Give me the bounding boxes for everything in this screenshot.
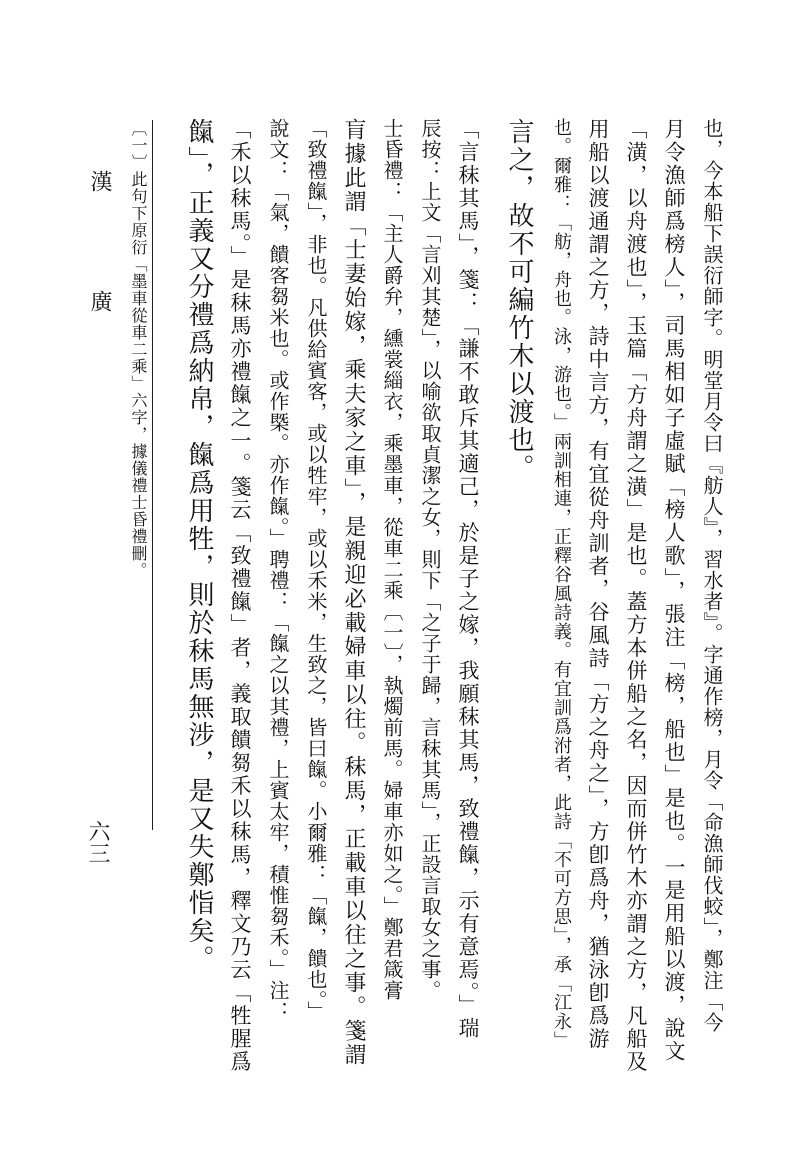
text-column-9: 士昏禮：「主人爵弁，纁裳緇衣，乘墨車，從車二乘〔一〕，執燭前馬。婦車亦如之。」鄭君箴膏 <box>380 118 404 1001</box>
page-number: 六三 <box>85 820 110 864</box>
footnote-separator <box>152 120 153 830</box>
running-header-char-1: 漢 <box>87 170 112 192</box>
text-column-14: 餼」，正義又分禮爲納帛，餼爲用牲，則於秣馬無涉，是又失鄭恉矣。 <box>184 118 214 973</box>
text-column-3: 「潢，以舟渡也」，玉篇「方舟謂之潢」是也。蓋方本併船之名，因而併竹木亦謂之方，凡船及 <box>624 118 648 1074</box>
text-column-11: 「致禮餼」，非也。凡供給賓客，或以牲牢，或以禾米，生致之，皆曰餼。小爾雅：「餼，饋也。」 <box>304 118 328 1022</box>
text-column-10: 肓據此謂「士妻始嫁，乘夫家之車」，是親迎必載婦車以往。秣馬，正載車以往之事。箋謂 <box>341 118 366 1067</box>
text-column-4: 用船以渡通謂之方，詩中言方，有宜從舟訓者，谷風詩「方之舟之」，方卽爲舟，猶泳卽爲游 <box>586 118 610 1051</box>
text-column-5: 也。爾雅：「舫，舟也。泳，游也。」兩訓相連，正釋谷風詩義。有宜訓爲泭者，此詩「不可方思」，承「江永」 <box>551 118 572 1050</box>
footnote: 〔一〕此句下原衍「墨車從車二乘」六字，據儀禮士昏禮刪。 <box>129 120 148 579</box>
text-column-12: 說文：「氣，饋客芻米也。或作槩。亦作餼。」聘禮：「餼之以其禮，上賓太牢，積惟芻禾。」注： <box>266 118 290 1022</box>
text-column-2: 月令漁師爲榜人」，司馬相如子虛賦「榜人歌」，張注「榜，船也」是也。一是用船以渡，說文 <box>662 118 686 1063</box>
text-column-7: 「言秣其馬」，箋：「謙不敢斥其適己，於是子之嫁，我願秣其馬，致禮餼，示有意焉。」瑞 <box>456 118 480 1040</box>
text-column-8: 辰按：上文「言刈其楚」，以喻欲取貞潔之女，則下「之子于歸，言秣其馬」，正設言取女之事。 <box>418 118 442 1001</box>
text-column-6: 言之，故不可編竹木以渡也。 <box>504 118 534 482</box>
text-column-1: 也，今本船下誤衍師字。明堂月令曰『舫人』，習水者』。字通作榜，月令「命漁師伐蛟」，鄭注「今 <box>700 118 724 1033</box>
text-column-13: 「禾以秣馬。」是秣馬亦禮餼之一。箋云「致禮餼」者，義取饋芻禾以秣馬，釋文乃云「牲腥爲 <box>228 118 252 1074</box>
running-header-char-2: 廣 <box>87 290 112 312</box>
